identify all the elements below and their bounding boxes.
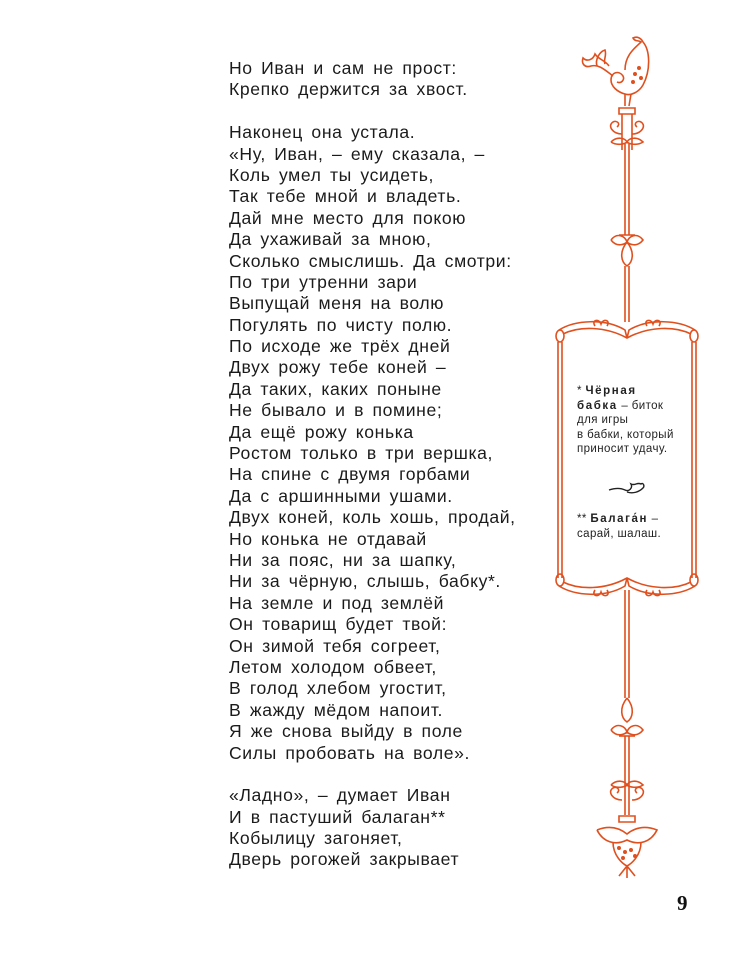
page-number: 9 <box>677 891 688 915</box>
poem-line: Но конька не отдавай <box>229 528 427 549</box>
poem-line: Не бывало и в помине; <box>229 400 443 421</box>
footnote-balagan: ** Балага́н – сарай, шалаш. <box>577 512 689 541</box>
poem-line: Да ухаживай за мною, <box>229 229 432 250</box>
poem-line: В голод хлебом угостит, <box>229 678 447 699</box>
stanza-break <box>229 101 549 122</box>
footnote-term: Балага́н <box>590 513 649 525</box>
footnote-black-bone <box>577 384 689 457</box>
footnote-term-cont: бабка <box>577 399 618 412</box>
firebird-icon <box>582 37 648 106</box>
poem-text <box>229 58 549 871</box>
poem-line: Силы пробовать на воле». <box>229 742 471 763</box>
poem-line: Он зимой тебя согреет, <box>229 635 441 656</box>
poem-line: Так тебе мной и владеть. <box>229 186 462 207</box>
poem-line: Да с аршинными ушами. <box>229 485 453 506</box>
poem-line: Дверь рогожей закрывает <box>229 849 460 870</box>
footnote-def-start: – биток <box>621 399 664 412</box>
poem-line: В жажду мёдом напоит. <box>229 699 444 720</box>
footnote-def-line: для игры <box>577 414 629 426</box>
poem-line: По исходе же трёх дней <box>229 336 451 357</box>
poem-line: Дай мне место для покою <box>229 207 467 228</box>
poem-line: Да таких, каких поныне <box>229 378 442 399</box>
footnote-def-line: приносит удачу. <box>577 443 668 455</box>
poem-line: Летом холодом обвеет, <box>229 656 437 677</box>
stanza-break <box>229 764 549 785</box>
footnote-marker: ** <box>577 513 587 525</box>
footnote-def-line: в бабки, который <box>577 428 674 441</box>
poem-line: Ростом только в три вершка, <box>229 443 494 464</box>
poem-line: «Ну, Иван, – ему сказала, – <box>229 143 485 164</box>
poem-line: Наконец она устала. <box>229 122 416 143</box>
footnote-def-line: сарай, шалаш. <box>577 527 662 540</box>
poem-line: Сколько смыслишь. Да смотри: <box>229 250 512 271</box>
poem-line: Крепко держится за хвост. <box>229 79 468 100</box>
poem-line: Выпущай меня на волю <box>229 293 445 314</box>
poem-line: Двух коней, коль хошь, продай, <box>229 507 516 528</box>
poem-line: На земле и под землёй <box>229 592 445 613</box>
poem-line: Да ещё рожу конька <box>229 421 414 442</box>
poem-line: Он товарищ будет твой: <box>229 614 448 635</box>
poem-line: Ни за пояс, ни за шапку, <box>229 549 457 570</box>
ornament-border-icon <box>555 30 700 910</box>
footnote-marker: * <box>577 385 582 397</box>
poem-line: Я же снова выйду в поле <box>229 721 463 742</box>
poem-line: Ни за чёрную, слышь, бабку*. <box>229 571 501 592</box>
poem-line: Коль умел ты усидеть, <box>229 164 435 185</box>
poem-line: Кобылицу загоняет, <box>229 828 403 849</box>
poem-line: И в пастуший балаган** <box>229 806 446 827</box>
footnote-term: Чёрная <box>585 385 637 397</box>
poem-line: Двух рожу тебе коней – <box>229 357 447 378</box>
poem-line: Но Иван и сам не прост: <box>229 58 457 78</box>
decorative-divider-icon <box>607 478 647 496</box>
poem-line: На спине с двумя горбами <box>229 464 471 485</box>
poem-line: Погулять по чисту полю. <box>229 314 453 335</box>
poem-line: По три утренни зари <box>229 271 418 292</box>
poem-line: «Ладно», – думает Иван <box>229 785 451 806</box>
